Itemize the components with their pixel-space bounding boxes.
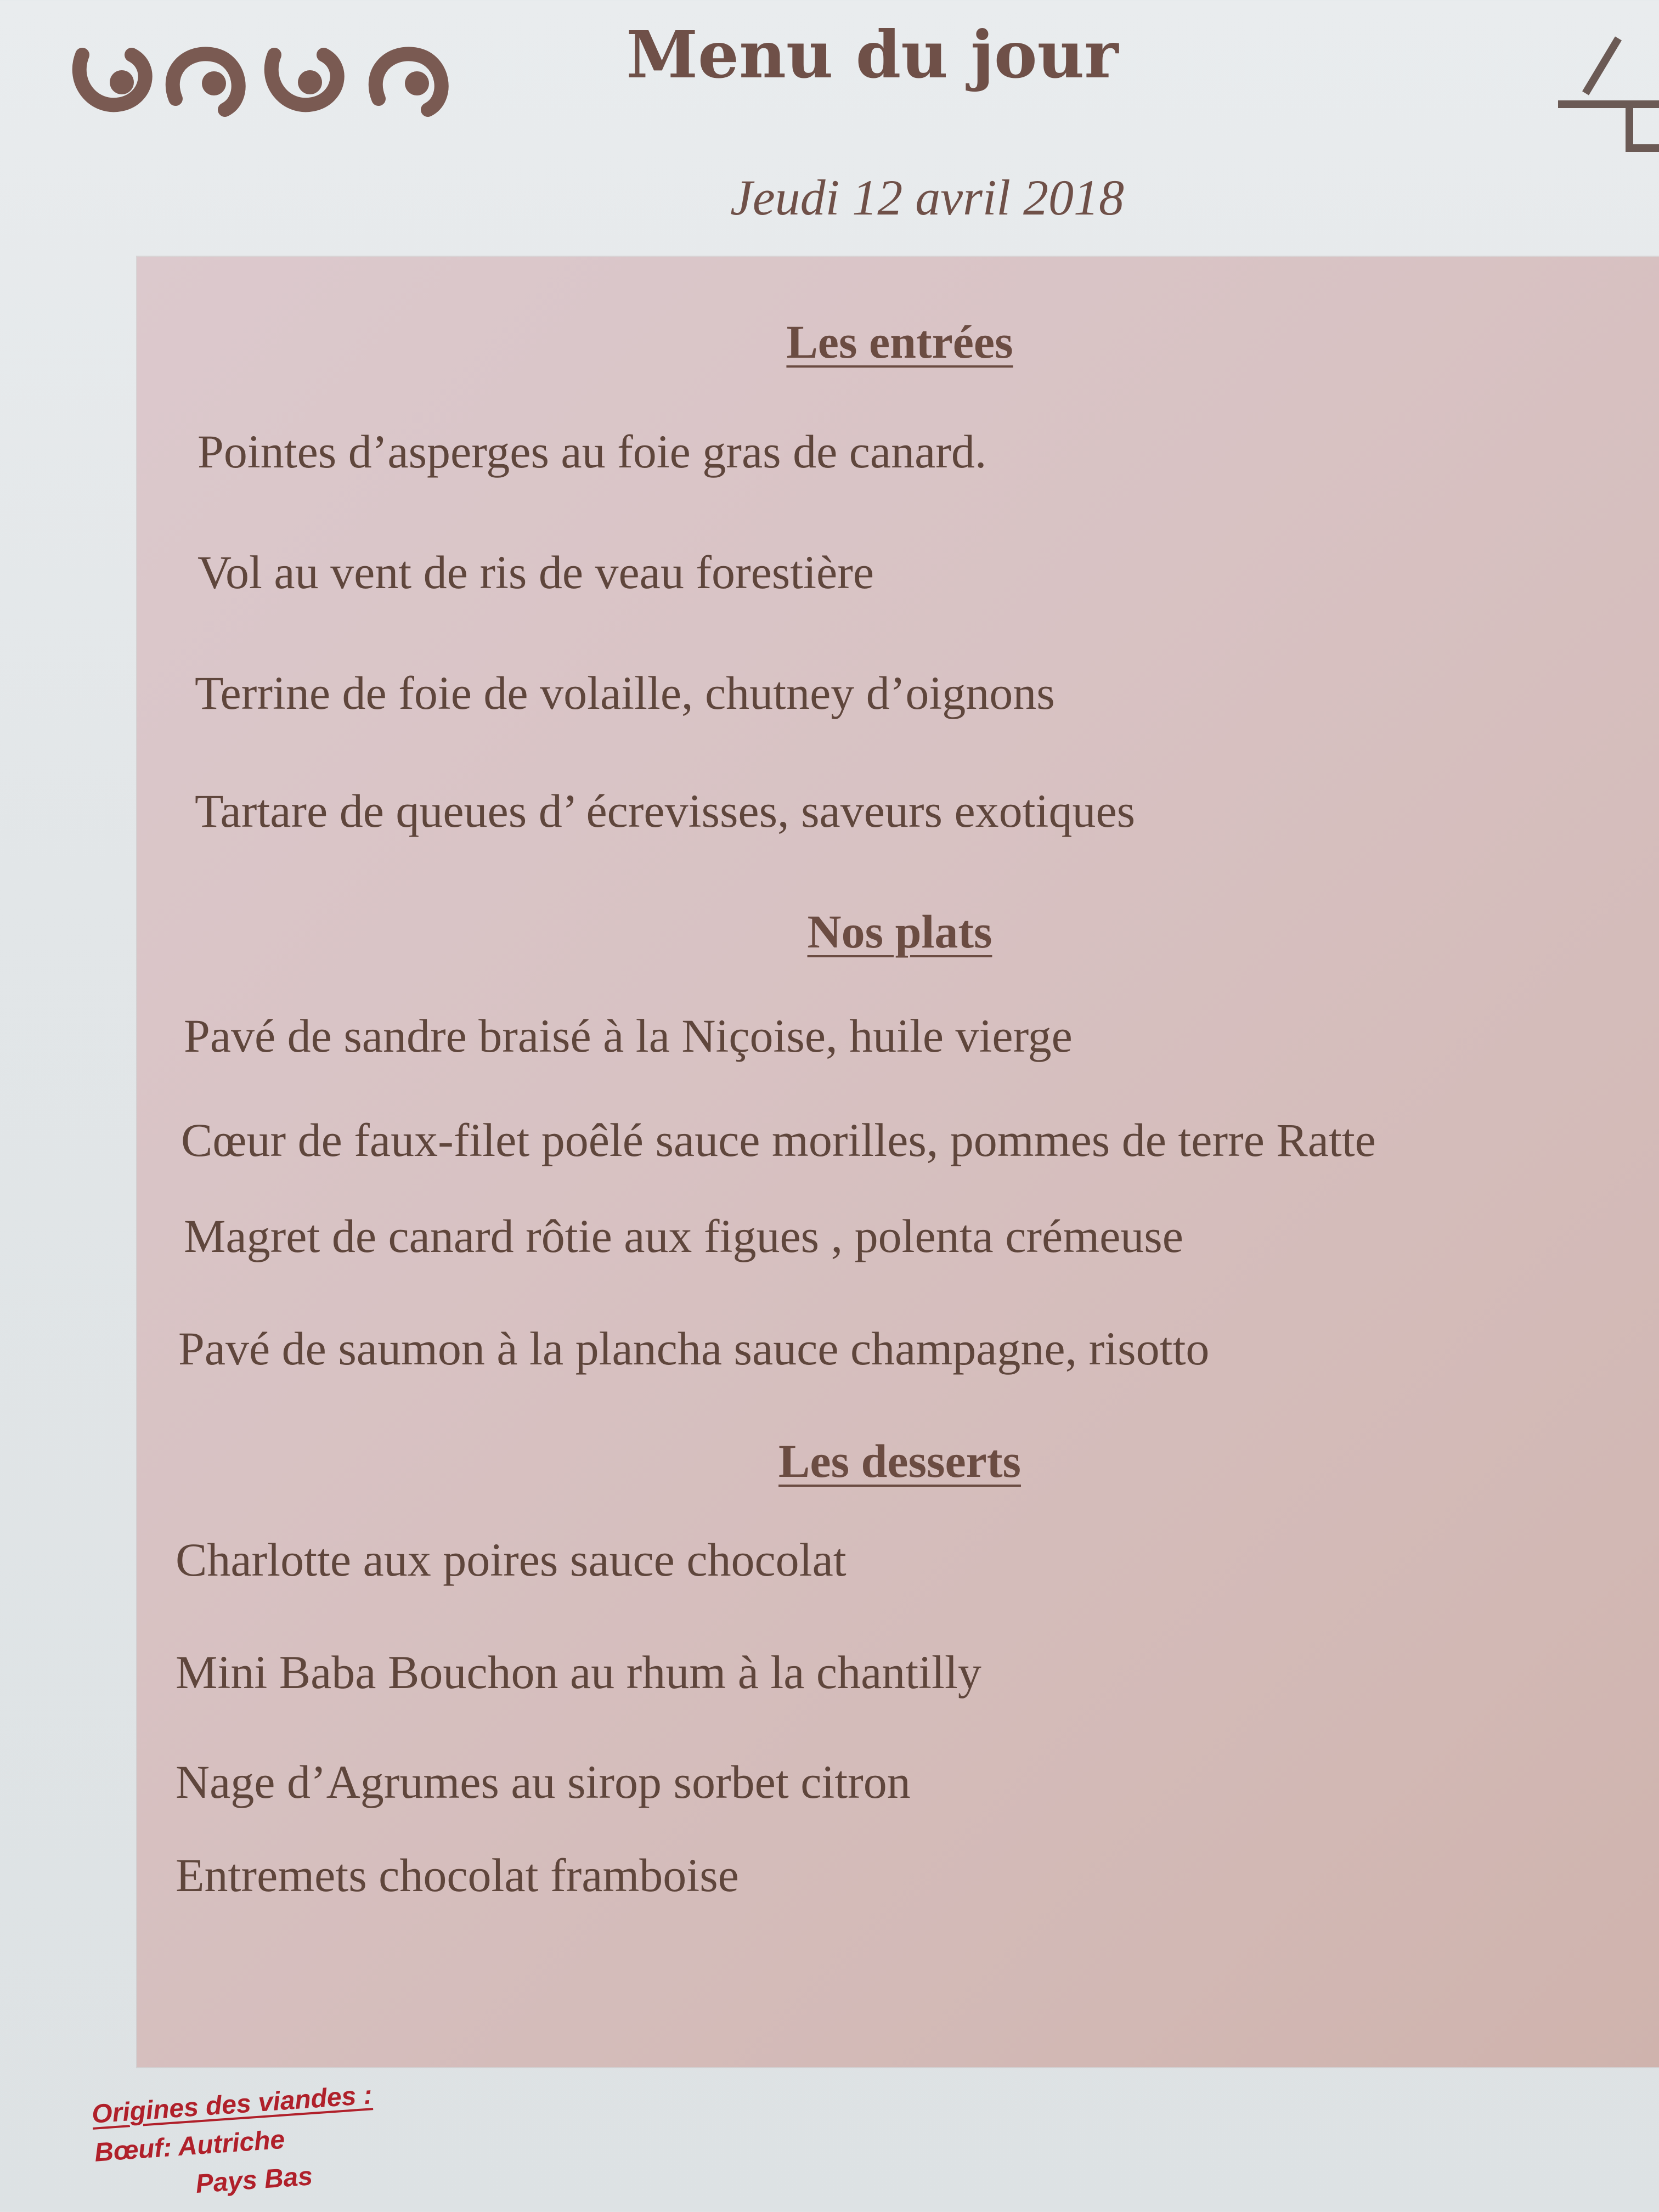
meat-origins-heading-text: Origines des viandes: [91, 2081, 357, 2129]
section-heading-plats: Nos plats: [807, 905, 992, 958]
meat-origins-heading-suffix: :: [355, 2080, 374, 2111]
menu-item: Pavé de sandre braisé à la Niçoise, huile vierge: [184, 1009, 1073, 1062]
menu-item: Entremets chocolat framboise: [176, 1849, 739, 1901]
menu-date: Jeudi 12 avril 2018: [730, 170, 1124, 225]
menu-content: [137, 257, 1607, 2067]
meat-origins-note: [91, 2061, 591, 2210]
menu-panel: [137, 257, 1659, 2067]
menu-item: Cœur de faux-filet poêlé sauce morilles, pommes de terre Ratte: [181, 1114, 1376, 1166]
page-title: Menu du jour: [626, 16, 1119, 93]
menu-item: Vol au vent de ris de veau forestière: [198, 546, 874, 599]
section-heading-entrees: Les entrées: [786, 315, 1013, 368]
restaurant-logo-icon: [60, 22, 466, 126]
menu-item: Charlotte aux poires sauce chocolat: [176, 1533, 847, 1586]
brand-mark-icon: [1547, 33, 1659, 159]
menu-item: Pointes d’asperges au foie gras de canard.: [198, 425, 987, 478]
section-heading-desserts: Les desserts: [778, 1435, 1021, 1487]
menu-item: Nage d’Agrumes au sirop sorbet citron: [176, 1756, 911, 1808]
menu-item: Pavé de saumon à la plancha sauce champagne, risotto: [178, 1322, 1210, 1375]
meat-origin-line: Pays Bas: [194, 2162, 314, 2199]
menu-item: Tartare de queues d’ écrevisses, saveurs exotiques: [195, 785, 1136, 837]
menu-item: Magret de canard rôtie aux figues , polenta crémeuse: [184, 1210, 1183, 1262]
meat-origin-line: Bœuf: Autriche: [93, 2125, 286, 2168]
menu-item: Mini Baba Bouchon au rhum à la chantilly: [176, 1646, 981, 1699]
menu-item: Terrine de foie de volaille, chutney d’oignons: [195, 667, 1055, 719]
